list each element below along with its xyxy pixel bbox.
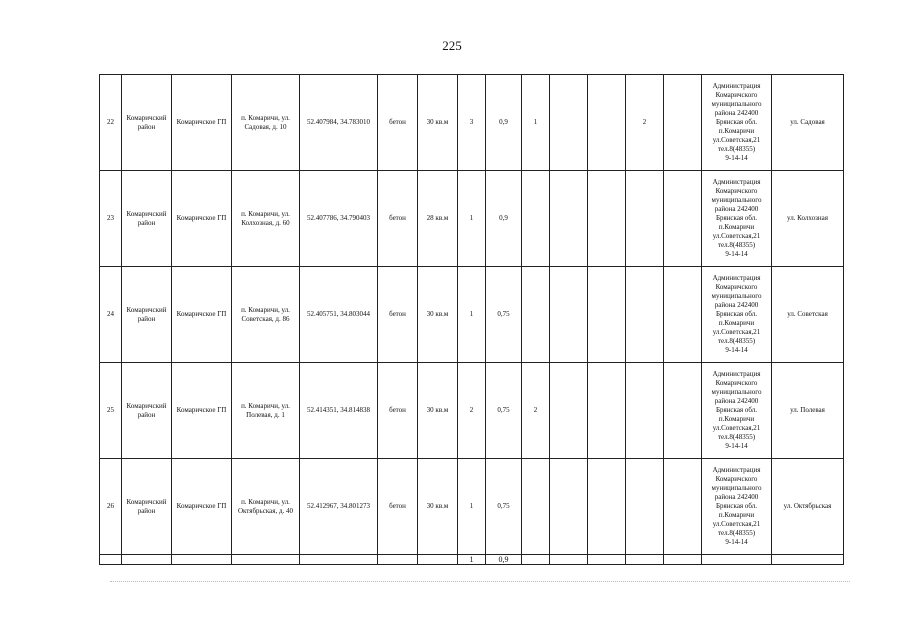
- cell-area: 30 кв.м: [418, 363, 458, 459]
- owner-line: п.Комаричи: [718, 319, 755, 327]
- cell-district: Комаричский район: [122, 75, 172, 171]
- table-row: [100, 459, 844, 555]
- table-row: [100, 171, 844, 267]
- cell-extra4: [626, 267, 664, 363]
- owner-line: района 242400: [714, 301, 759, 309]
- owner-line: п.Комаричи: [718, 223, 755, 231]
- owner-line: муниципального: [711, 100, 762, 108]
- table-row: [100, 267, 844, 363]
- owner-line: муниципального: [711, 292, 762, 300]
- cell-address: п. Комаричи, ул. Советская, д. 86: [232, 267, 300, 363]
- cell-extra2: [550, 267, 588, 363]
- owner-line: Комаричского: [715, 283, 758, 291]
- owner-line: 9-14-14: [725, 154, 748, 162]
- table-row: [100, 75, 844, 171]
- cell-settlement: Комаричское ГП: [172, 75, 232, 171]
- cell-extra5: [664, 171, 702, 267]
- total-empty-cell: [522, 555, 550, 565]
- cell-owner: [702, 267, 772, 363]
- cell-extra2: [550, 75, 588, 171]
- cell-settlement: Комаричское ГП: [172, 459, 232, 555]
- owner-line: Администрация: [712, 82, 761, 90]
- cell-qty: 1: [458, 459, 486, 555]
- owner-line: 9-14-14: [725, 346, 748, 354]
- cell-owner: [702, 171, 772, 267]
- total-empty-cell: [550, 555, 588, 565]
- cell-street: ул. Колхозная: [772, 171, 844, 267]
- owner-line: тел.8(48355): [717, 337, 756, 345]
- table-total-row: [100, 555, 844, 565]
- cell-coords: 52.412967, 34.801273: [300, 459, 378, 555]
- scan-artifact-line: [110, 581, 850, 586]
- owner-line: Администрация: [712, 466, 761, 474]
- cell-extra1: 1: [522, 75, 550, 171]
- cell-district: Комаричский район: [122, 267, 172, 363]
- cell-coords: 52.407786, 34.790403: [300, 171, 378, 267]
- cell-district: Комаричский район: [122, 171, 172, 267]
- total-volume: 0,9: [486, 555, 522, 565]
- cell-num: 26: [100, 459, 122, 555]
- cell-extra1: 2: [522, 363, 550, 459]
- cell-settlement: Комаричское ГП: [172, 267, 232, 363]
- owner-line: Брянская обл.: [715, 118, 758, 126]
- owner-line: района 242400: [714, 397, 759, 405]
- owner-line: п.Комаричи: [718, 127, 755, 135]
- container-site-registry-table: [99, 74, 844, 565]
- cell-area: 30 кв.м: [418, 75, 458, 171]
- cell-extra3: [588, 363, 626, 459]
- cell-qty: 3: [458, 75, 486, 171]
- cell-district: Комаричский район: [122, 459, 172, 555]
- cell-settlement: Комаричское ГП: [172, 363, 232, 459]
- cell-street: ул. Октябрьская: [772, 459, 844, 555]
- owner-line: Комаричского: [715, 475, 758, 483]
- cell-num: 24: [100, 267, 122, 363]
- cell-num: 22: [100, 75, 122, 171]
- table-row: [100, 363, 844, 459]
- cell-area: 30 кв.м: [418, 459, 458, 555]
- owner-line: Комаричского: [715, 379, 758, 387]
- owner-line: муниципального: [711, 484, 762, 492]
- cell-material: бетон: [378, 363, 418, 459]
- owner-line: района 242400: [714, 205, 759, 213]
- owner-line: Брянская обл.: [715, 214, 758, 222]
- cell-extra5: [664, 75, 702, 171]
- cell-street: ул. Советская: [772, 267, 844, 363]
- cell-owner: [702, 363, 772, 459]
- cell-extra5: [664, 363, 702, 459]
- cell-extra2: [550, 363, 588, 459]
- owner-line: тел.8(48355): [717, 241, 756, 249]
- cell-material: бетон: [378, 171, 418, 267]
- cell-extra3: [588, 267, 626, 363]
- cell-address: п. Комаричи, ул. Полевая, д. 1: [232, 363, 300, 459]
- cell-district: Комаричский район: [122, 363, 172, 459]
- owner-line: Администрация: [712, 178, 761, 186]
- total-qty: 1: [458, 555, 486, 565]
- total-empty-cell: [588, 555, 626, 565]
- owner-line: Комаричского: [715, 91, 758, 99]
- cell-extra1: [522, 459, 550, 555]
- owner-line: муниципального: [711, 196, 762, 204]
- owner-line: Брянская обл.: [715, 310, 758, 318]
- cell-street: ул. Полевая: [772, 363, 844, 459]
- cell-coords: 52.407984, 34.783010: [300, 75, 378, 171]
- cell-volume: 0,9: [486, 75, 522, 171]
- cell-material: бетон: [378, 267, 418, 363]
- cell-extra1: [522, 267, 550, 363]
- cell-extra4: [626, 363, 664, 459]
- cell-extra1: [522, 171, 550, 267]
- cell-extra4: [626, 171, 664, 267]
- total-empty-cell: [232, 555, 300, 565]
- cell-owner: [702, 75, 772, 171]
- cell-material: бетон: [378, 75, 418, 171]
- owner-line: Брянская обл.: [715, 502, 758, 510]
- owner-line: ул.Советская,21: [712, 136, 761, 144]
- cell-extra5: [664, 267, 702, 363]
- owner-line: ул.Советская,21: [712, 328, 761, 336]
- owner-line: тел.8(48355): [717, 145, 756, 153]
- cell-volume: 0,9: [486, 171, 522, 267]
- total-empty-cell: [300, 555, 378, 565]
- cell-material: бетон: [378, 459, 418, 555]
- cell-coords: 52.405751, 34.803044: [300, 267, 378, 363]
- cell-extra5: [664, 459, 702, 555]
- owner-line: тел.8(48355): [717, 433, 756, 441]
- cell-area: 28 кв.м: [418, 171, 458, 267]
- owner-line: Администрация: [712, 274, 761, 282]
- cell-address: п. Комаричи, ул. Колхозная, д. 60: [232, 171, 300, 267]
- cell-num: 25: [100, 363, 122, 459]
- total-empty-cell: [626, 555, 664, 565]
- cell-coords: 52.414351, 34.814838: [300, 363, 378, 459]
- total-empty-cell: [122, 555, 172, 565]
- cell-address: п. Комаричи, ул. Садовая, д. 10: [232, 75, 300, 171]
- owner-line: муниципального: [711, 388, 762, 396]
- owner-line: Брянская обл.: [715, 406, 758, 414]
- cell-num: 23: [100, 171, 122, 267]
- cell-volume: 0,75: [486, 267, 522, 363]
- cell-qty: 1: [458, 267, 486, 363]
- total-empty-cell: [664, 555, 702, 565]
- owner-line: ул.Советская,21: [712, 424, 761, 432]
- total-empty-cell: [378, 555, 418, 565]
- owner-line: Администрация: [712, 370, 761, 378]
- owner-line: п.Комаричи: [718, 415, 755, 423]
- owner-line: Комаричского: [715, 187, 758, 195]
- cell-extra4: [626, 459, 664, 555]
- cell-extra3: [588, 171, 626, 267]
- owner-line: района 242400: [714, 109, 759, 117]
- cell-qty: 2: [458, 363, 486, 459]
- cell-street: ул. Садовая: [772, 75, 844, 171]
- cell-volume: 0,75: [486, 459, 522, 555]
- total-empty-cell: [702, 555, 772, 565]
- total-empty-cell: [772, 555, 844, 565]
- owner-line: 9-14-14: [725, 250, 748, 258]
- owner-line: ул.Советская,21: [712, 520, 761, 528]
- cell-extra4: 2: [626, 75, 664, 171]
- cell-extra2: [550, 171, 588, 267]
- owner-line: 9-14-14: [725, 442, 748, 450]
- cell-area: 30 кв.м: [418, 267, 458, 363]
- cell-qty: 1: [458, 171, 486, 267]
- owner-line: п.Комаричи: [718, 511, 755, 519]
- page-number: 225: [442, 38, 462, 53]
- cell-extra3: [588, 75, 626, 171]
- owner-line: района 242400: [714, 493, 759, 501]
- cell-owner: [702, 459, 772, 555]
- owner-line: ул.Советская,21: [712, 232, 761, 240]
- cell-address: п. Комаричи, ул. Октябрьская, д. 40: [232, 459, 300, 555]
- total-empty-cell: [418, 555, 458, 565]
- total-empty-cell: [100, 555, 122, 565]
- cell-volume: 0,75: [486, 363, 522, 459]
- owner-line: тел.8(48355): [717, 529, 756, 537]
- cell-extra2: [550, 459, 588, 555]
- cell-settlement: Комаричское ГП: [172, 171, 232, 267]
- cell-extra3: [588, 459, 626, 555]
- total-empty-cell: [172, 555, 232, 565]
- table-body: [100, 75, 844, 565]
- owner-line: 9-14-14: [725, 538, 748, 546]
